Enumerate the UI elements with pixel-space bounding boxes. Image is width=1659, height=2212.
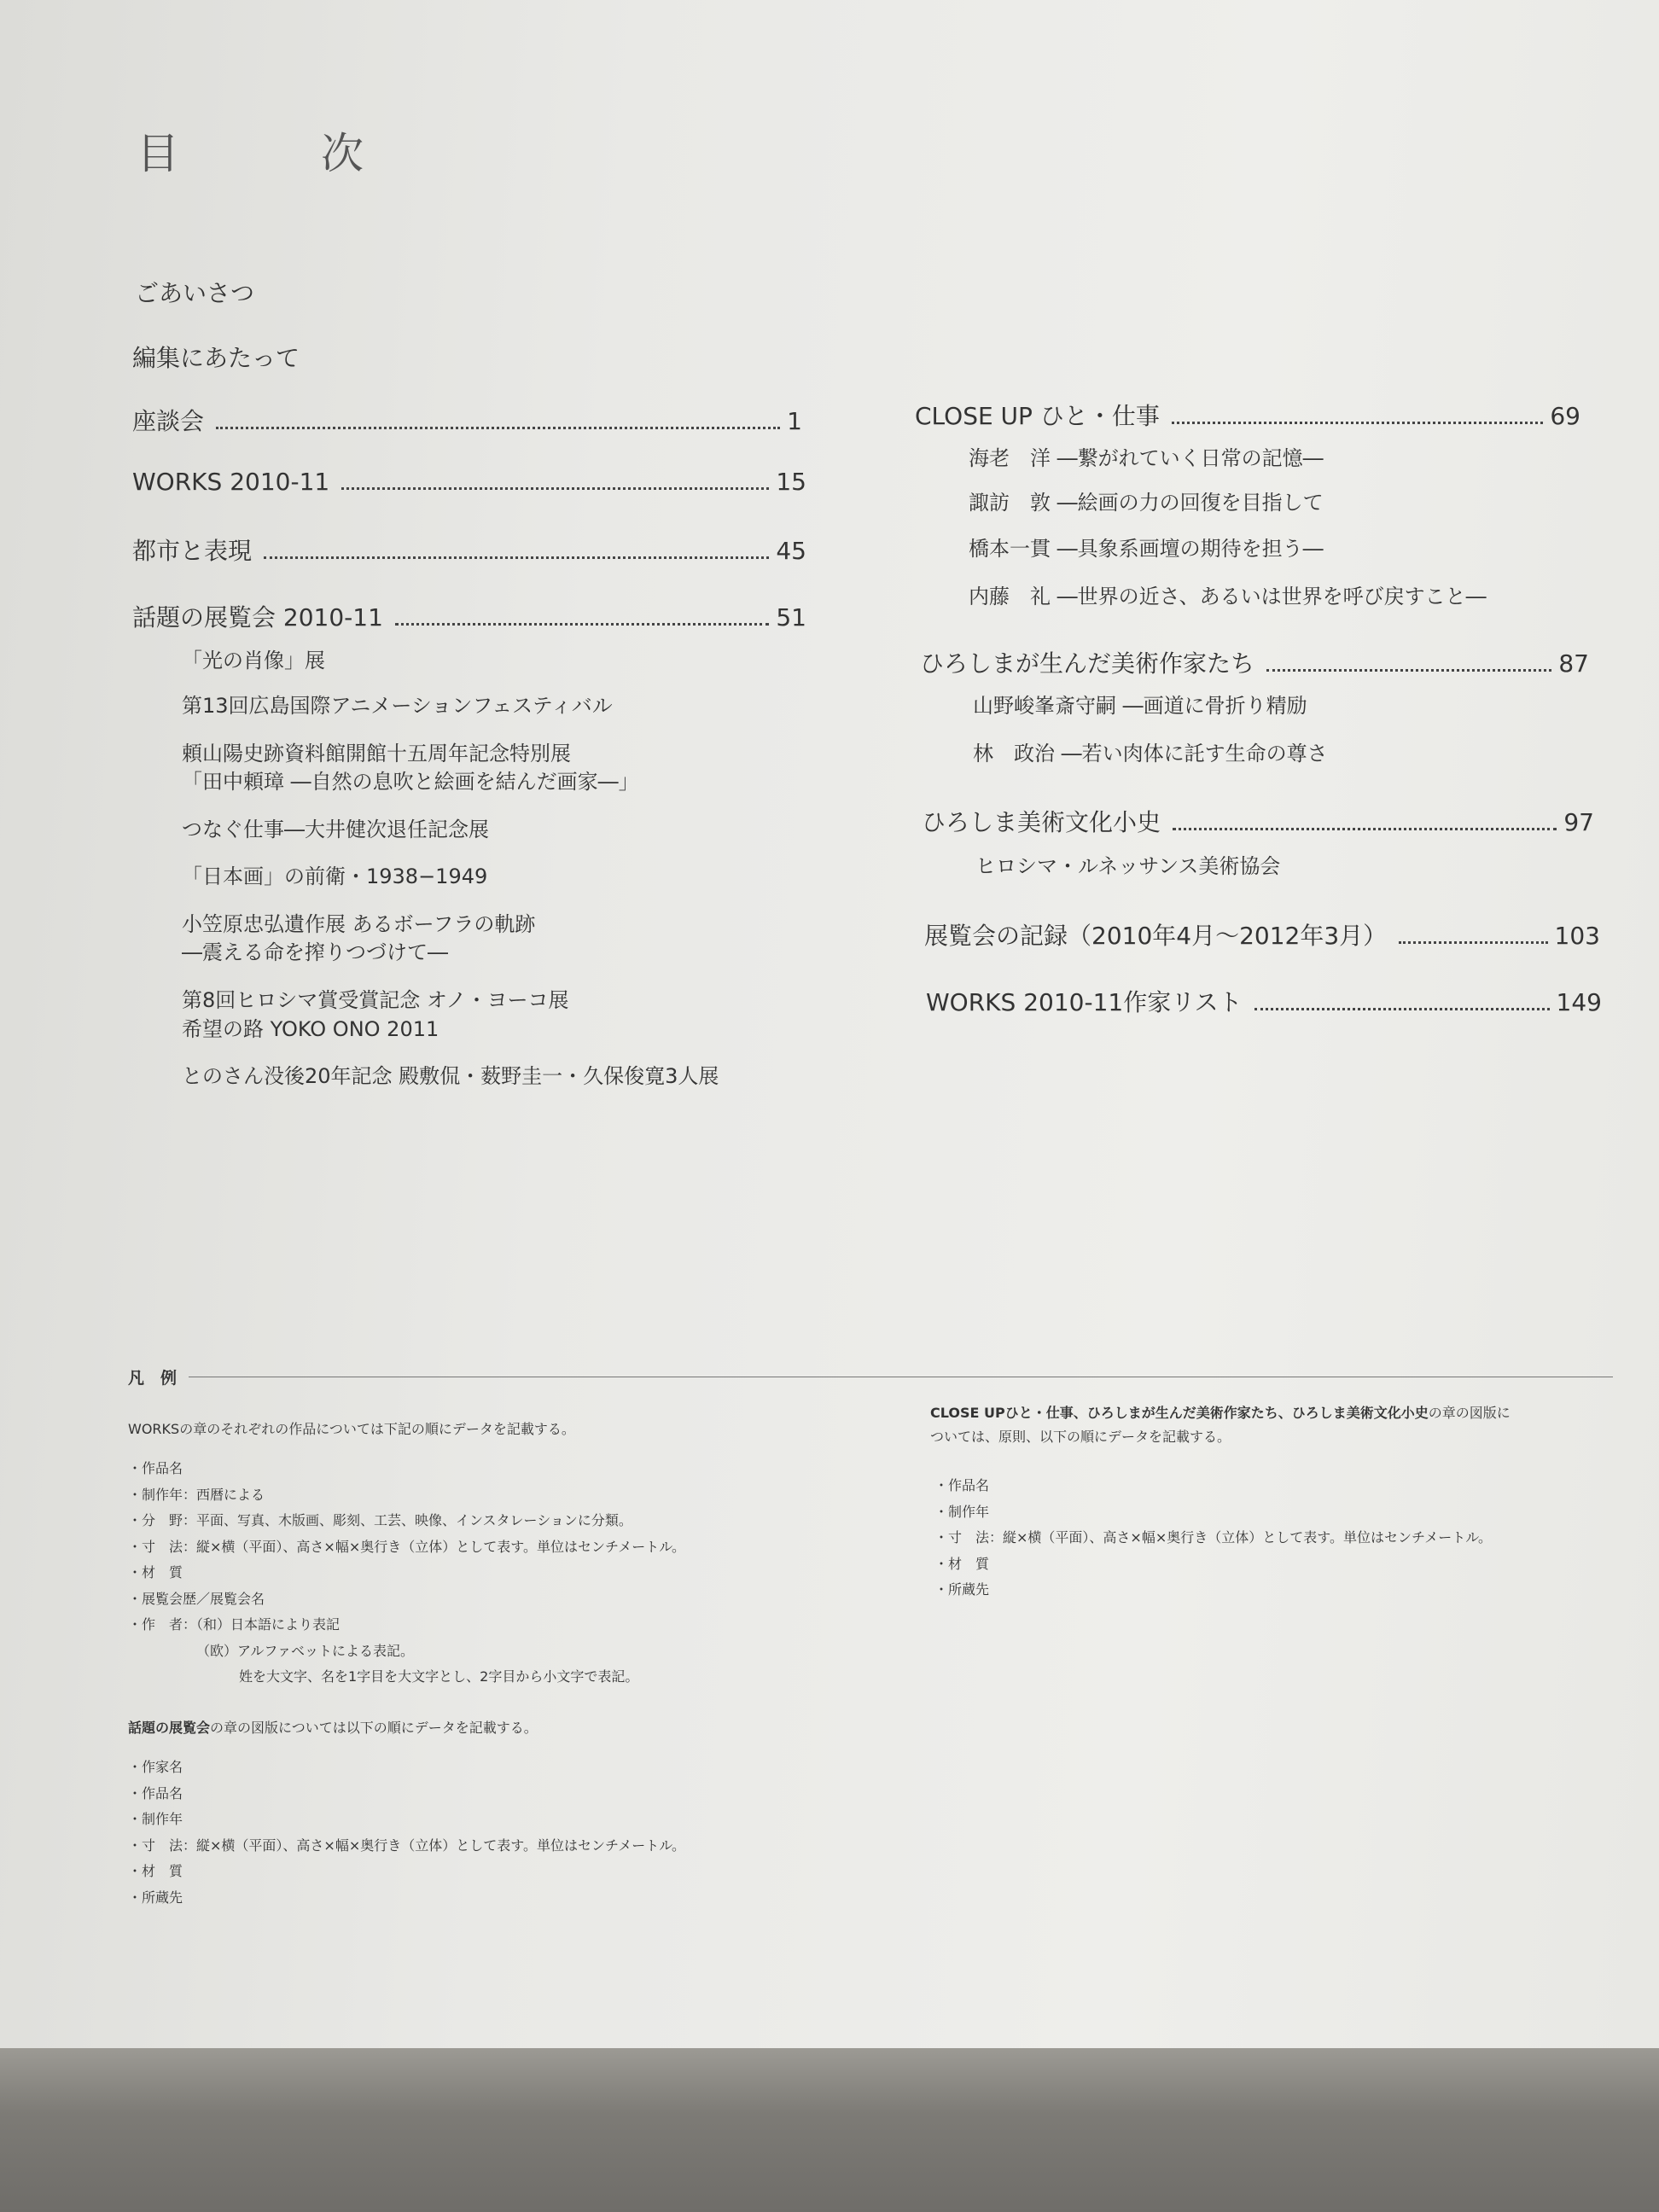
right-intro-bold: CLOSE UPひと・仕事、ひろしまが生んだ美術作家たち、ひろしま美術文化小史 xyxy=(930,1405,1429,1421)
toc-editing: 編集にあたって xyxy=(132,344,300,372)
exhibition-item: 小笠原忠弘遺作展 あるボーフラの軌跡 xyxy=(182,912,536,936)
toc-leader xyxy=(1172,421,1544,424)
toc-entry-records xyxy=(924,917,1600,952)
list-item: ・作 者：（和）日本語により表記 xyxy=(128,1616,341,1633)
toc-entry-closeup xyxy=(915,398,1580,432)
page-shadow xyxy=(0,2048,1659,2212)
wadai-list xyxy=(128,1755,685,1911)
list-item: ・材 質 xyxy=(128,1863,183,1879)
list-item: ・制作年 xyxy=(934,1503,990,1520)
right-list xyxy=(934,1473,1492,1604)
toc-label: WORKS 2010-11作家リスト xyxy=(926,988,1243,1016)
toc-label: 座談会 xyxy=(132,407,205,435)
list-item: ・寸 法：縦×横（平面）、高さ×幅×奥行き（立体）として表す。単位はセンチメートル。 xyxy=(128,1538,686,1555)
toc-page: 97 xyxy=(1563,808,1594,836)
toc-label: ひろしまが生んだ美術作家たち xyxy=(920,649,1255,678)
list-item: ・寸 法：縦×横（平面）、高さ×幅×奥行き（立体）として表す。単位はセンチメートル。 xyxy=(934,1529,1493,1545)
history-item: ヒロシマ・ルネッサンス美術協会 xyxy=(975,854,1281,878)
toc-page: 45 xyxy=(776,537,806,565)
list-item: ・所蔵先 xyxy=(128,1889,183,1906)
toc-label: ひろしま美術文化小史 xyxy=(922,808,1161,836)
closeup-item: 諏訪 敦 ―絵画の力の回復を目指して xyxy=(969,491,1324,515)
right-intro-line2: ついては、原則、以下の順にデータを記載する。 xyxy=(930,1429,1231,1445)
list-item: ・制作年：西暦による xyxy=(128,1486,265,1503)
list-item: ・所蔵先 xyxy=(934,1581,990,1598)
list-item: ・寸 法：縦×横（平面）、高さ×幅×奥行き（立体）として表す。単位はセンチメートル。 xyxy=(128,1837,686,1854)
wadai-intro-rest: の章の図版については以下の順にデータを記載する。 xyxy=(210,1720,538,1736)
toc-leader xyxy=(1266,668,1551,672)
right-intro xyxy=(930,1401,1511,1449)
works-list xyxy=(128,1456,685,1691)
toc-label: CLOSE UP ひと・仕事 xyxy=(915,402,1160,430)
list-item: （欧）アルファベットによる表記。 xyxy=(196,1642,415,1659)
list-item: ・材 質 xyxy=(128,1564,183,1580)
toc-label: 都市と表現 xyxy=(132,537,253,565)
legend-heading xyxy=(128,1365,1613,1388)
exhibition-item: 「日本画」の前衛・1938−1949 xyxy=(182,864,488,888)
exhibition-item: 第8回ヒロシマ賞受賞記念 オノ・ヨーコ展 xyxy=(182,988,569,1012)
toc-page: 87 xyxy=(1558,649,1589,678)
toc-leader xyxy=(264,556,769,559)
artist-item: 林 政治 ―若い肉体に託す生命の尊さ xyxy=(973,742,1328,765)
wadai-intro-bold: 話題の展覧会 xyxy=(128,1720,211,1736)
exhibition-item: ―震える命を搾りつづけて― xyxy=(182,940,448,964)
closeup-item: 内藤 礼 ―世界の近さ、あるいは世界を呼び戻すこと― xyxy=(969,585,1487,608)
toc-entry-artist-list xyxy=(926,984,1602,1018)
toc-page: 1 xyxy=(787,407,802,435)
toc-page: 51 xyxy=(776,603,806,632)
toc-entry-history xyxy=(922,804,1594,838)
artist-item: 山野峻峯斎守嗣 ―画道に骨折り精励 xyxy=(973,694,1307,718)
toc-leader xyxy=(1173,827,1557,830)
exhibition-item: 「田中頼璋 ―自然の息吹と絵画を結んだ画家―」 xyxy=(182,770,639,794)
toc-leader xyxy=(341,486,769,490)
list-item: ・制作年 xyxy=(128,1811,183,1827)
list-item: 姓を大文字、名を1字目を大文字とし、2字目から小文字で表記。 xyxy=(239,1668,639,1685)
toc-page: 149 xyxy=(1556,988,1602,1016)
toc-label: 展覧会の記録（2010年4月〜2012年3月） xyxy=(924,922,1388,950)
works-intro xyxy=(128,1417,575,1442)
toc-page: 15 xyxy=(776,468,806,496)
toc-leader xyxy=(1254,1007,1550,1010)
list-item: ・作品名 xyxy=(128,1784,183,1802)
list-item: ・作品名 xyxy=(934,1477,990,1493)
exhibition-item: 「光の肖像」展 xyxy=(182,649,325,672)
exhibition-item: 第13回広島国際アニメーションフェスティバル xyxy=(182,694,613,718)
toc-leader xyxy=(216,426,780,429)
list-item: ・展覧会歴／展覧会名 xyxy=(128,1590,265,1607)
toc-entry-zadankai xyxy=(132,403,802,437)
toc-entry-wadai xyxy=(132,599,806,633)
list-item: ・分 野：平面、写真、木版画、彫刻、工芸、映像、インスタレーションに分類。 xyxy=(128,1512,632,1528)
page-title: 目 次 xyxy=(137,129,413,178)
works-intro-bold: WORKS xyxy=(128,1421,180,1437)
list-item: ・作家名 xyxy=(128,1759,183,1775)
toc-leader xyxy=(1399,940,1547,944)
list-item: ・材 質 xyxy=(934,1555,990,1572)
toc-leader xyxy=(395,622,769,626)
toc-label: 話題の展覧会 2010-11 xyxy=(132,603,383,632)
right-intro-rest: の章の図版に xyxy=(1428,1405,1511,1421)
legend-title: 凡 例 xyxy=(128,1369,178,1388)
exhibition-item: 希望の路 YOKO ONO 2011 xyxy=(182,1017,439,1041)
toc-label: WORKS 2010-11 xyxy=(132,468,330,496)
toc-entry-hiroshima-artists xyxy=(920,645,1589,679)
exhibition-item: 頼山陽史跡資料館開館十五周年記念特別展 xyxy=(182,742,571,765)
toc-page: 69 xyxy=(1550,402,1580,430)
closeup-item: 橋本一貫 ―具象系画壇の期待を担う― xyxy=(969,537,1324,561)
wadai-intro xyxy=(128,1715,538,1741)
toc-greeting: ごあいさつ xyxy=(135,279,255,307)
exhibition-item: とのさん没後20年記念 殿敷侃・薮野圭一・久保俊寛3人展 xyxy=(182,1064,719,1088)
exhibition-item: つなぐ仕事―大井健次退任記念展 xyxy=(182,818,489,841)
list-item: ・作品名 xyxy=(128,1460,183,1476)
closeup-item: 海老 洋 ―繋がれていく日常の記憶― xyxy=(969,446,1324,470)
toc-page: 103 xyxy=(1554,922,1600,950)
works-intro-rest: の章のそれぞれの作品については下記の順にデータを記載する。 xyxy=(179,1421,575,1437)
toc-entry-works xyxy=(132,468,806,496)
toc-entry-toshi xyxy=(132,533,806,567)
